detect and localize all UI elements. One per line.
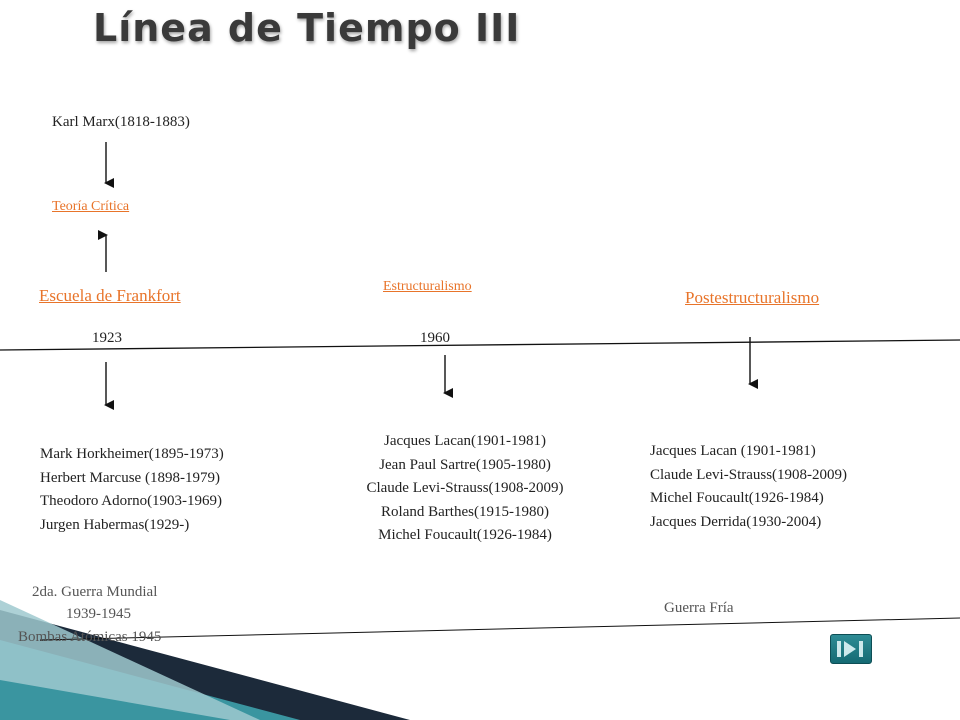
postestructuralismo-link[interactable]: Postestructuralismo xyxy=(685,288,820,307)
list-item: Jacques Lacan(1901-1981) xyxy=(383,433,547,449)
guerra-years-label: 1939-1945 xyxy=(66,606,131,622)
list-item: Michel Foucault(1926-1984) xyxy=(378,527,552,543)
bombas-atomicas-label: Bombas Atómicas 1945 xyxy=(18,629,162,645)
year-1960: 1960 xyxy=(420,330,450,346)
guerra-mundial-label: 2da. Guerra Mundial xyxy=(32,584,158,600)
list-item: Herbert Marcuse (1898-1979) xyxy=(40,469,220,486)
year-1923: 1923 xyxy=(92,330,122,346)
estructuralismo-link[interactable]: Estructuralismo xyxy=(383,279,472,294)
next-slide-button[interactable] xyxy=(830,634,872,664)
page-title: Línea de Tiempo III xyxy=(93,6,521,50)
teoria-critica-link[interactable]: Teoría Crítica xyxy=(52,199,130,214)
list-item: Jacques Derrida(1930-2004) xyxy=(650,513,822,530)
list-item: Michel Foucault(1926-1984) xyxy=(650,490,824,506)
list-item: Theodoro Adorno(1903-1969) xyxy=(40,493,223,509)
frankfort-list xyxy=(40,443,224,537)
guerra-fria-label: Guerra Fría xyxy=(664,600,734,616)
list-item: Roland Barthes(1915-1980) xyxy=(381,503,549,520)
karl-marx-label: Karl Marx(1818-1883) xyxy=(52,114,190,130)
lower-timeline xyxy=(40,618,960,640)
next-slide-icon xyxy=(831,635,871,663)
main-timeline xyxy=(0,340,960,350)
list-item: Jacques Lacan (1901-1981) xyxy=(650,443,816,459)
list-item: Mark Horkheimer(1895-1973) xyxy=(40,446,224,462)
list-item: Jurgen Habermas(1929-) xyxy=(40,516,190,533)
list-item: Jean Paul Sartre(1905-1980) xyxy=(379,456,551,473)
postestructuralismo-list xyxy=(650,440,847,534)
escuela-frankfort-link[interactable]: Escuela de Frankfort xyxy=(39,286,181,305)
list-item: Claude Levi-Strauss(1908-2009) xyxy=(650,466,848,483)
estructuralismo-list xyxy=(330,430,600,548)
list-item: Claude Levi-Strauss(1908-2009) xyxy=(366,480,564,496)
